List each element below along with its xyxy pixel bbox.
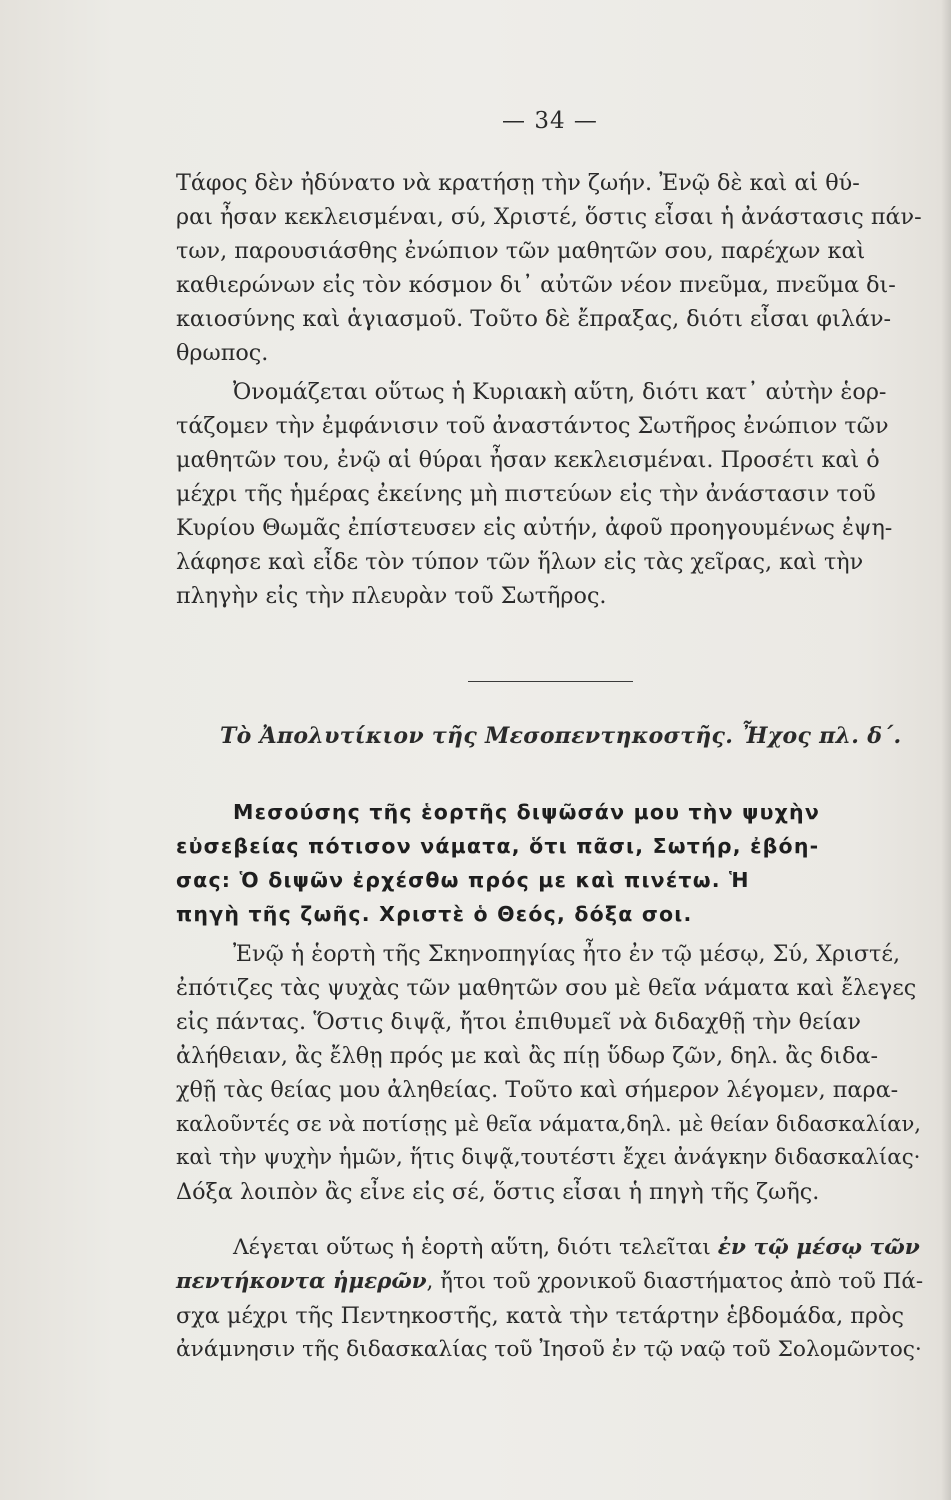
paragraph-1 [176,166,928,370]
text-span: , ἤτοι τοῦ χρονικοῦ διαστήματος ἀπὸ τοῦ Πά- [426,1269,924,1294]
page-number: — 34 — [502,108,598,134]
text-line: Τάφος δὲν ἠδύνατο νὰ κρατήσῃ τὴν ζωήν. Ἐνῷ δὲ καὶ αἱ θύ- [176,170,860,196]
section-divider [468,681,633,682]
hymn-text [176,795,928,931]
section-heading: Τὸ Ἀπολυτίκιον τῆς Μεσοπεντηκοστῆς. Ἦχος πλ. δ΄. [220,723,902,749]
text-line: Ὀνομάζεται οὕτως ἡ Κυριακὴ αὕτη, διότι κατ᾿ αὐτὴν ἑορ- [233,379,887,405]
text-line: καλοῦντές σε νὰ ποτίσῃς μὲ θεῖα νάματα,δηλ. μὲ θείαν διδασκαλίαν, [176,1111,922,1136]
text-line: καιοσύνης καὶ ἁγιασμοῦ. Τοῦτο δὲ ἔπραξας, διότι εἶσαι φιλάν- [176,306,892,332]
text-line: καθιερώνων εἰς τὸν κόσμον δι᾿ αὐτῶν νέον πνεῦμα, πνεῦμα δι- [176,272,896,298]
text-line: λάφησε καὶ εἶδε τὸν τύπον τῶν ἥλων εἰς τὰς χεῖρας, καὶ τὴν [176,549,864,575]
text-line: Δόξα λοιπὸν ἂς εἶνε εἰς σέ, ὅστις εἶσαι ἡ πηγὴ τῆς ζωῆς. [176,1179,820,1205]
text-span: Λέγεται οὕτως ἡ ἑορτὴ αὕτη, διότι τελεῖται [233,1235,718,1260]
text-line: θρωπος. [176,340,269,366]
paragraph-4 [176,1231,928,1367]
paragraph-3 [176,937,928,1209]
text-line: ραι ἦσαν κεκλεισμέναι, σύ, Χριστέ, ὅστις εἶσαι ἡ ἀνάστασις πάν- [176,204,922,230]
hymn-line: σας: Ὁ διψῶν ἐρχέσθω πρός με καὶ πινέτω. Ἡ [176,868,750,892]
text-line: χθῇ τὰς θείας μου ἀληθείας. Τοῦτο καὶ σήμερον λέγομεν, παρα- [176,1077,899,1103]
hymn-line: Μεσούσης τῆς ἑορτῆς διψῶσάν μου τὴν ψυχὴν [233,800,820,824]
emphasis-text: ἐν τῷ μέσῳ τῶν [717,1235,920,1260]
emphasis-text: πεντήκοντα ἡμερῶν [176,1269,427,1294]
text-line: τάζομεν τὴν ἐμφάνισιν τοῦ ἀναστάντος Σωτῆρος ἐνώπιον τῶν [176,413,889,439]
text-line: των, παρουσιάσθης ἐνώπιον τῶν μαθητῶν σου, παρέχων καὶ [176,238,866,264]
text-line: καὶ τὴν ψυχὴν ἡμῶν, ἥτις διψᾷ,τουτέστι ἔχει ἀνάγκην διδασκαλίας· [176,1145,921,1170]
text-line: μέχρι τῆς ἡμέρας ἐκείνης μὴ πιστεύων εἰς τὴν ἀνάστασιν τοῦ [176,481,876,507]
text-line: μαθητῶν του, ἐνῷ αἱ θύραι ἦσαν κεκλεισμέναι. Προσέτι καὶ ὁ [176,447,880,473]
text-line: Ἐνῷ ἡ ἑορτὴ τῆς Σκηνοπηγίας ἦτο ἐν τῷ μέσῳ, Σύ, Χριστέ, [233,941,901,967]
text-line: ἐπότιζες τὰς ψυχὰς τῶν μαθητῶν σου μὲ θεῖα νάματα καὶ ἔλεγες [176,975,917,1001]
text-line: ἀνάμνησιν τῆς διδασκαλίας τοῦ Ἰησοῦ ἐν τῷ ναῷ τοῦ Σολομῶντος· [176,1337,922,1362]
text-line: ἀλήθειαν, ἂς ἔλθῃ πρός με καὶ ἂς πίῃ ὕδωρ ζῶν, δηλ. ἂς διδα- [176,1043,879,1069]
hymn-line: πηγὴ τῆς ζωῆς. Χριστὲ ὁ Θεός, δόξα σοι. [176,902,693,926]
text-line: Κυρίου Θωμᾶς ἐπίστευσεν εἰς αὐτήν, ἀφοῦ προηγουμένως ἐψη- [176,515,893,541]
paragraph-2 [176,375,928,613]
hymn-line: εὐσεβείας πότισον νάματα, ὅτι πᾶσι, Σωτήρ, ἐβόη- [176,834,820,858]
text-line: εἰς πάντας. Ὅστις διψᾷ, ἤτοι ἐπιθυμεῖ νὰ διδαχθῇ τὴν θείαν [176,1009,861,1035]
text-line: πληγὴν εἰς τὴν πλευρὰν τοῦ Σωτῆρος. [176,583,607,609]
text-line [176,1265,928,1299]
page-edge-shadow [941,0,951,1500]
text-line: σχα μέχρι τῆς Πεντηκοστῆς, κατὰ τὴν τετάρτην ἑβδομάδα, πρὸς [176,1303,904,1329]
text-line [176,1231,928,1265]
